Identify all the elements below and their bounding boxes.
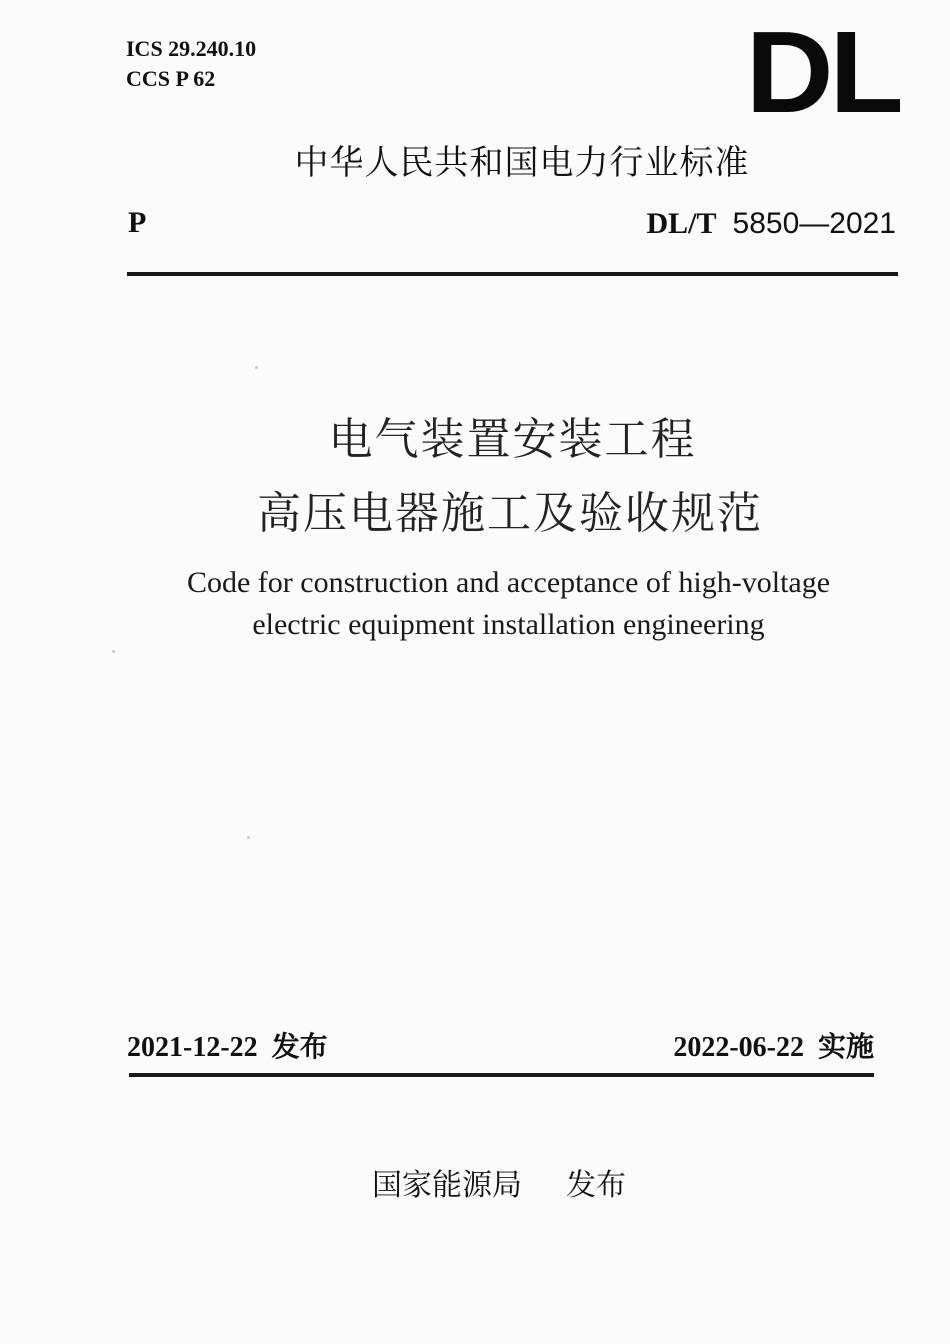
ics-code: ICS 29.240.10 (126, 36, 257, 61)
chinese-title-line-2: 高压电器施工及验收规范 (257, 488, 763, 539)
publisher-line (372, 1160, 626, 1204)
classification-letter: P (128, 206, 147, 239)
classification-codes (126, 34, 256, 94)
implementation-date-block (673, 1025, 874, 1065)
scan-speck (112, 650, 115, 653)
standard-code: 5850—2021 (732, 207, 896, 240)
standard-prefix: DL/T (646, 207, 717, 240)
industry-standard-title: 中华人民共和国电力行业标准 (294, 143, 750, 183)
scan-speck (255, 366, 258, 369)
chinese-title-line-1: 电气装置安装工程 (328, 414, 697, 465)
bottom-divider (129, 1073, 874, 1077)
publisher-name: 国家能源局 (372, 1168, 522, 1203)
issue-date: 2021-12-22 (127, 1032, 258, 1063)
dl-logo: DL (746, 7, 900, 137)
english-title-line-2: electric equipment installation engineering (252, 608, 765, 641)
publisher-label: 发布 (566, 1168, 626, 1203)
ccs-code: CCS P 62 (126, 66, 216, 91)
top-divider (127, 272, 898, 276)
issue-date-block (127, 1025, 328, 1065)
standard-number (646, 206, 896, 241)
implementation-date: 2022-06-22 (673, 1032, 804, 1063)
scan-speck (247, 836, 250, 839)
implementation-label: 实施 (817, 1030, 874, 1063)
english-title-line-1: Code for construction and acceptance of high-voltage (186, 566, 831, 599)
issue-label: 发布 (271, 1030, 328, 1063)
